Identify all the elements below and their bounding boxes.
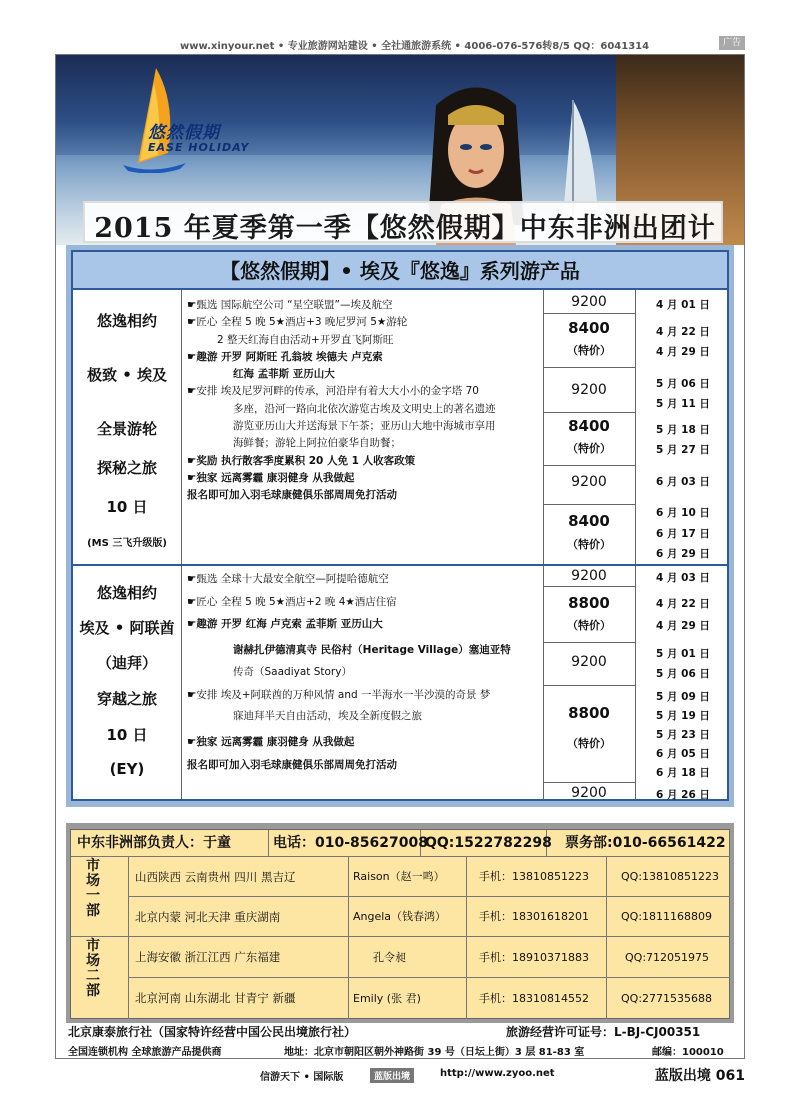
company-tagline: 全国连锁机构 全球旅游产品提供商 [68, 1047, 222, 1058]
ticket-office: 票务部:010-66561422 [547, 830, 730, 857]
departure-date: 4 月 22 日 [656, 326, 710, 338]
departure-date: 6 月 05 日 [656, 748, 710, 760]
contact-section [66, 823, 734, 1023]
contact-name: Angela（钱春鸿） [349, 897, 467, 937]
company-name: 北京康泰旅行社（国家特许经营中国公民出境旅行社） [68, 1025, 357, 1039]
product1-title: (MS 三飞升级版) [87, 538, 167, 549]
col-divider [635, 290, 636, 799]
desc-line: 海鲜餐；游轮上阿拉伯豪华自助餐； [233, 437, 401, 450]
price: 9200 [571, 785, 607, 801]
departure-date: 5 月 18 日 [656, 424, 710, 436]
price: 9200 [571, 294, 607, 310]
product1-title: 探秘之旅 [96, 459, 157, 477]
departure-date: 4 月 22 日 [656, 598, 710, 610]
departure-date: 5 月 27 日 [656, 444, 710, 456]
desc-line: 游览亚历山大并送海景下午茶；亚历山大地中海城市享用 [233, 420, 496, 433]
banner [56, 55, 744, 245]
product1-title: 全景游轮 [96, 420, 157, 438]
product2-title: 埃及 • 阿联酋 [79, 619, 175, 637]
price: 9200 [571, 568, 607, 584]
desc-line: 报名即可加入羽毛球康健俱乐部周周免打活动 [187, 759, 397, 771]
row-divider [543, 782, 635, 783]
bottom-bar [55, 1063, 745, 1087]
desc-line: ☛独家 远离雾霾 康羽健身 从我做起 [187, 735, 355, 748]
row-divider [543, 504, 635, 505]
desc-line: 寐迪拜半天自由活动，埃及全新度假之旅 [233, 710, 422, 722]
page-title: 2015 年夏季第一季【悠然假期】中东非洲出团计 [94, 213, 716, 244]
market2-label: 市场二部 [86, 938, 100, 999]
contact-name: Raison（赵一鸣） [349, 857, 467, 897]
postcode: 邮编：100010 [652, 1047, 724, 1058]
departure-date: 5 月 09 日 [656, 691, 710, 703]
departure-date: 4 月 29 日 [656, 620, 710, 632]
product1-title: 悠逸相约 [96, 312, 157, 330]
desc-line: 报名即可加入羽毛球康健俱乐部周周免打活动 [187, 489, 397, 502]
departure-date: 4 月 01 日 [656, 299, 710, 311]
section-subtitle: 【悠然假期】• 埃及『悠逸』系列游产品 [73, 252, 727, 290]
company-address: 地址：北京市朝阳区朝外神路街 39 号（日坛上街）3 层 81-83 室 [284, 1047, 585, 1058]
row-divider [543, 313, 635, 314]
departure-date: 6 月 26 日 [656, 789, 710, 801]
contact-qq: QQ:2771535688 [621, 992, 713, 1005]
row-divider [543, 642, 635, 643]
license-number: 旅游经营许可证号：L-BJ-CJ00351 [506, 1025, 701, 1039]
magazine-name: 信游天下 • 国际版 [260, 1072, 344, 1083]
desc-line: ☛趣游 开罗 红海 卢克索 孟菲斯 亚历山大 [187, 618, 383, 630]
departure-date: 4 月 29 日 [656, 346, 710, 358]
price-note: （特价） [567, 737, 611, 750]
contact-table [70, 829, 730, 1019]
product-section [66, 245, 734, 807]
contact-leader: 中东非洲部负责人：于童 [71, 830, 269, 857]
product2-title: 悠逸相约 [96, 584, 157, 602]
col-divider [181, 290, 182, 799]
departure-date: 6 月 18 日 [656, 767, 710, 779]
desc-line: 2 整天红海自由活动+开罗直飞阿斯旺 [217, 333, 394, 346]
price-note: （特价） [567, 619, 611, 632]
product2-title: (EY) [109, 760, 145, 778]
contact-qq: QQ:1811168809 [607, 897, 730, 937]
page [55, 54, 745, 1059]
product2-title: 10 日 [106, 726, 148, 744]
desc-line: ☛匠心 全程 5 晚 5★酒店+3 晚尼罗河 5★游轮 [187, 316, 408, 329]
desc-line: 多座，沿河一路向北依次游览古埃及文明史上的著名遗迹 [233, 402, 496, 415]
desc-line: ☛安排 埃及尼罗河畔的传承，河沿岸有着大大小小的金字塔 70 [187, 385, 479, 398]
brand-name-cn: 悠然假期 [148, 123, 220, 143]
price: 9200 [571, 382, 607, 398]
price: 8400 [568, 319, 610, 337]
market1-cell [71, 857, 129, 937]
price-note: （特价） [567, 442, 611, 455]
price: 9200 [571, 474, 607, 490]
price: 8800 [568, 594, 610, 612]
product2-title: 穿越之旅 [96, 690, 157, 708]
desc-line: 传奇（Saadiyat Story） [233, 666, 352, 678]
desc-line: ☛甄选 全球十大最安全航空—阿提哈德航空 [187, 573, 389, 585]
departure-date: 5 月 11 日 [656, 398, 710, 410]
price: 8800 [568, 704, 610, 722]
contact-qq: QQ:13810851223 [607, 857, 730, 897]
departure-date: 5 月 06 日 [656, 378, 710, 390]
product1-title: 极致 • 埃及 [86, 366, 168, 384]
contact-region: 上海安徽 浙江江西 广东福建 [129, 937, 349, 978]
top-bar-text: www.xinyour.net • 专业旅游网站建设 • 全社通旅游系统 • 4006-076-576转8/5 QQ：6041314 [180, 41, 650, 52]
product2-title: （迪拜） [96, 654, 157, 672]
departure-date: 6 月 10 日 [656, 507, 710, 519]
desc-line: ☛匠心 全程 5 晚 5★酒店+2 晚 4★酒店住宿 [187, 595, 397, 608]
product-table [71, 250, 729, 801]
product1-title: 10 日 [106, 498, 148, 516]
departure-date: 5 月 19 日 [656, 710, 710, 722]
market2-cell [71, 937, 129, 1019]
market1-label: 市场一部 [86, 858, 100, 919]
section-tag: 蓝版出境 [370, 1068, 414, 1083]
desc-line: 红海 孟菲斯 亚历山大 [233, 368, 335, 381]
brand-name-en: EASE HOLIDAY [148, 141, 250, 154]
title-box [83, 201, 723, 243]
departure-date: 5 月 01 日 [656, 648, 710, 660]
contact-qq: QQ:712051975 [607, 937, 730, 978]
row-divider [543, 586, 635, 587]
contact-region: 北京河南 山东湖北 甘青宁 新疆 [129, 978, 349, 1019]
desc-line: ☛甄选 国际航空公司 “星空联盟”—埃及航空 [187, 299, 393, 311]
product-divider [73, 564, 727, 566]
departure-date: 6 月 29 日 [656, 548, 710, 560]
price: 8400 [568, 417, 610, 435]
departure-date: 6 月 03 日 [656, 476, 710, 488]
contact-phone: 手机：13810851223 [467, 857, 607, 897]
contact-phone: 手机：18910371883 [467, 937, 607, 978]
contact-region: 山西陕西 云南贵州 四川 黑吉辽 [129, 857, 349, 897]
top-bar [55, 34, 745, 52]
row-divider [543, 412, 635, 413]
row-divider [543, 367, 635, 368]
product2-desc [187, 570, 511, 776]
departure-date: 5 月 23 日 [656, 729, 710, 741]
departure-date: 5 月 06 日 [656, 668, 710, 680]
contact-phone: 手机：18301618201 [467, 897, 607, 937]
desc-line: ☛安排 埃及+阿联酋的万种风情 and 一半海水一半沙漠的奇景 梦 [187, 688, 491, 701]
row-divider [543, 465, 635, 466]
desc-line: ☛独家 远离雾霾 康羽健身 从我做起 [187, 471, 355, 484]
contact-region: 北京内蒙 河北天津 重庆湖南 [129, 897, 349, 937]
product1-desc [187, 297, 496, 505]
contact-name: 孔令昶 [349, 937, 467, 978]
price-note: （特价） [567, 538, 611, 551]
desc-line: ☛奖励 执行散客季度累积 20 人免 1 人收客政策 [187, 454, 416, 467]
price-note: （特价） [567, 344, 611, 357]
price: 8400 [568, 512, 610, 530]
desc-line: ☛趣游 开罗 阿斯旺 孔翁坡 埃德夫 卢克索 [187, 350, 383, 363]
departure-date: 4 月 03 日 [656, 572, 710, 584]
row-divider [543, 685, 635, 686]
departure-date: 6 月 17 日 [656, 528, 710, 540]
website-link[interactable]: http://www.zyoo.net [440, 1068, 555, 1079]
price: 9200 [571, 654, 607, 670]
desc-line: 谢赫扎伊德清真寺 民俗村（Heritage Village）塞迪亚特 [233, 643, 511, 656]
contact-phone: 手机：18310814552 [467, 978, 607, 1019]
contact-qq: QQ:1522782298 [421, 830, 547, 857]
contact-tel: 电话：010-85627008 [269, 830, 421, 857]
contact-name: Emily (张 君) [349, 978, 467, 1019]
ad-badge: 广告 [719, 36, 745, 50]
page-number: 蓝版出境 061 [654, 1068, 745, 1084]
